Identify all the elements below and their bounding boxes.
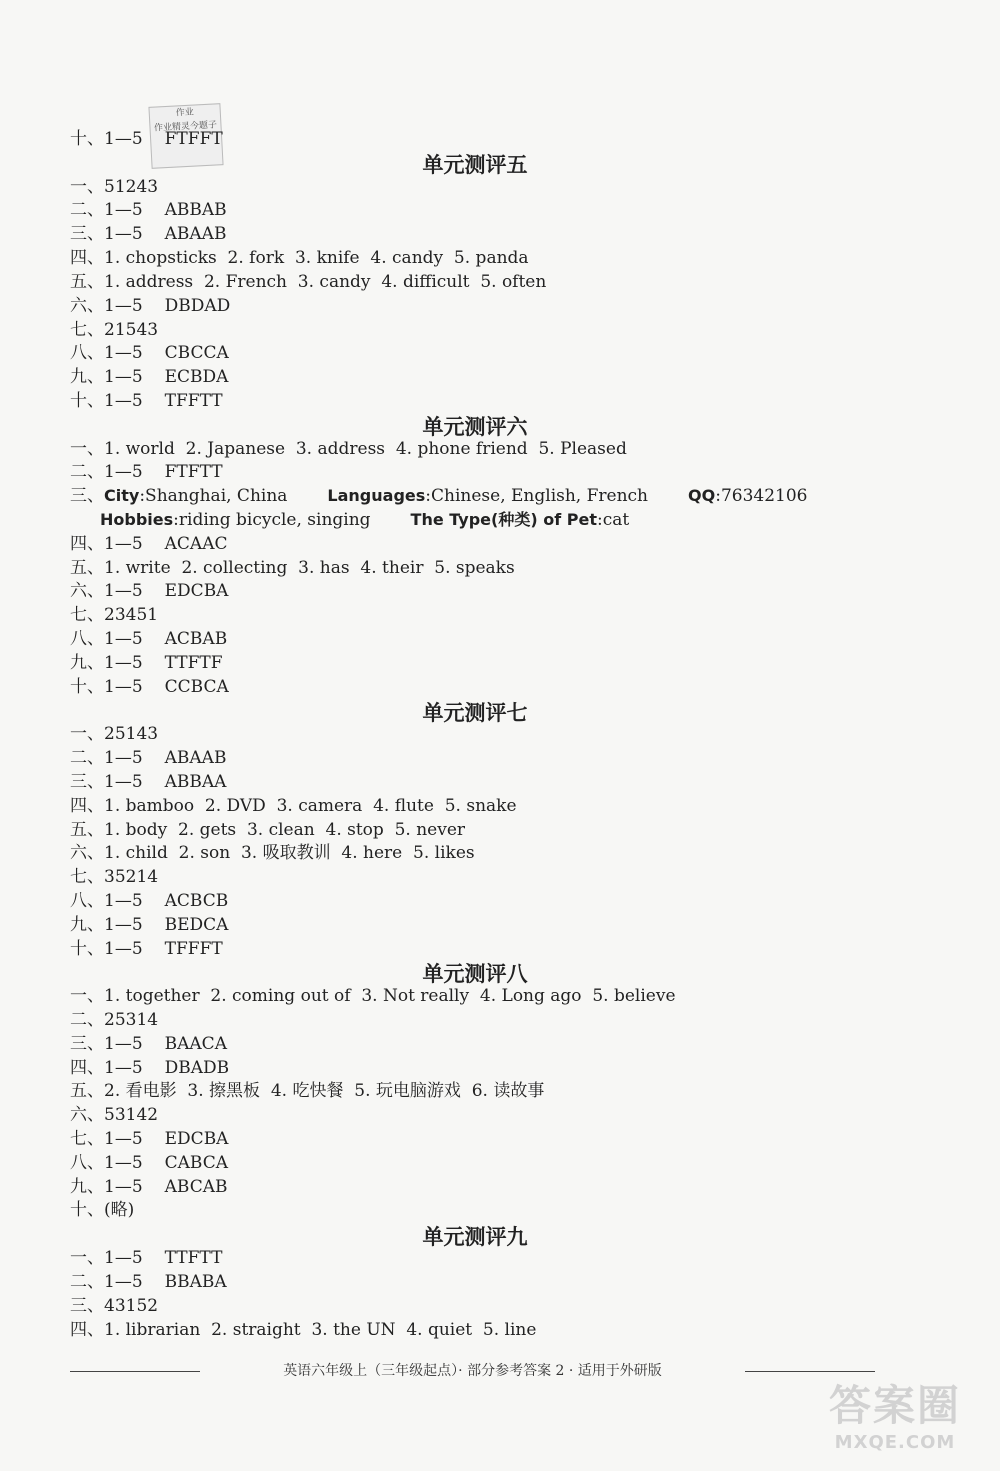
- stamp-line2: 作业精灵今题子: [153, 120, 218, 134]
- section-heading: 单元测评九: [422, 1224, 528, 1249]
- answer-line: 九、1—5 ABCAB: [70, 1177, 228, 1197]
- answer-line: 三、1—5 ABAAB: [70, 224, 227, 244]
- answer-line: 五、1. address 2. French 3. candy 4. difficult 5. often: [70, 272, 547, 292]
- answer-line: 五、1. body 2. gets 3. clean 4. stop 5. never: [70, 820, 466, 840]
- answer-line: 六、1—5 DBDAD: [70, 296, 231, 316]
- answer-line: 二、1—5 BBABA: [70, 1272, 227, 1292]
- watermark-logo: [810, 1380, 980, 1470]
- answer-line: 十、1—5 FTFFT: [70, 129, 223, 149]
- section-heading: 单元测评六: [422, 414, 528, 439]
- answer-line: 六、53142: [70, 1105, 159, 1125]
- answer-line: 二、1—5 ABAAB: [70, 748, 227, 768]
- answer-line: 十、(略): [70, 1200, 135, 1220]
- answer-line: 十、1—5 TFFFT: [70, 939, 223, 959]
- answer-line-form: 三、City:Shanghai, China Languages:Chinese, English, French QQ:76342106: [70, 486, 808, 506]
- answer-line: 五、2. 看电影 3. 擦黑板 4. 吃快餐 5. 玩电脑游戏 6. 读故事: [70, 1081, 545, 1101]
- answer-line: 六、1. child 2. son 3. 吸取教训 4. here 5. likes: [70, 843, 475, 863]
- answer-line: 八、1—5 CABCA: [70, 1153, 229, 1173]
- answer-line: 二、1—5 ABBAB: [70, 200, 227, 220]
- answer-line: 三、1—5 BAACA: [70, 1034, 227, 1054]
- answer-line: 一、1—5 TTFTT: [70, 1248, 223, 1268]
- answer-line: 八、1—5 CBCCA: [70, 343, 229, 363]
- answer-line: 六、1—5 EDCBA: [70, 581, 229, 601]
- watermark-top: 答案圈: [828, 1381, 961, 1430]
- answer-line: 九、1—5 TTFTF: [70, 653, 223, 673]
- stamp-line1: 作业: [175, 107, 195, 119]
- answer-line: 一、1. together 2. coming out of 3. Not really 4. Long ago 5. believe: [70, 986, 676, 1006]
- answer-line: 二、25314: [70, 1010, 159, 1030]
- answer-line: 九、1—5 ECBDA: [70, 367, 229, 387]
- answer-line: 五、1. write 2. collecting 3. has 4. their 5. speaks: [70, 558, 515, 578]
- page-footer: 英语六年级上（三年级起点）· 部分参考答案 2 · 适用于外研版: [70, 1360, 875, 1382]
- answer-line: 四、1. chopsticks 2. fork 3. knife 4. candy 5. panda: [70, 248, 529, 268]
- section-heading: 单元测评五: [422, 152, 528, 177]
- answer-line: 八、1—5 ACBAB: [70, 629, 228, 649]
- answer-line: 七、21543: [70, 320, 159, 340]
- answer-line-form: Hobbies:riding bicycle, singing The Type(种类) of Pet:cat: [100, 510, 630, 530]
- answer-line: 七、23451: [70, 605, 159, 625]
- watermark-bottom: MXQE.COM: [834, 1432, 956, 1453]
- answer-line: 一、51243: [70, 177, 159, 197]
- answer-line: 九、1—5 BEDCA: [70, 915, 229, 935]
- section-heading: 单元测评八: [422, 961, 528, 986]
- answer-line: 三、1—5 ABBAA: [70, 772, 227, 792]
- answer-line: 三、43152: [70, 1296, 159, 1316]
- answer-line: 七、35214: [70, 867, 159, 887]
- answer-line: 四、1—5 DBADB: [70, 1058, 230, 1078]
- answer-line: 四、1—5 ACAAC: [70, 534, 228, 554]
- answer-line: 四、1. librarian 2. straight 3. the UN 4. quiet 5. line: [70, 1320, 537, 1340]
- answer-line: 十、1—5 TFFTT: [70, 391, 223, 411]
- answer-line: 八、1—5 ACBCB: [70, 891, 229, 911]
- answer-line: 十、1—5 CCBCA: [70, 677, 229, 697]
- answer-line: 七、1—5 EDCBA: [70, 1129, 229, 1149]
- answer-line: 四、1. bamboo 2. DVD 3. camera 4. flute 5. snake: [70, 796, 517, 816]
- answer-line: 一、1. world 2. Japanese 3. address 4. phone friend 5. Pleased: [70, 439, 627, 459]
- section-heading: 单元测评七: [422, 700, 528, 725]
- answer-line: 二、1—5 FTFTT: [70, 462, 223, 482]
- answer-line: 一、25143: [70, 724, 159, 744]
